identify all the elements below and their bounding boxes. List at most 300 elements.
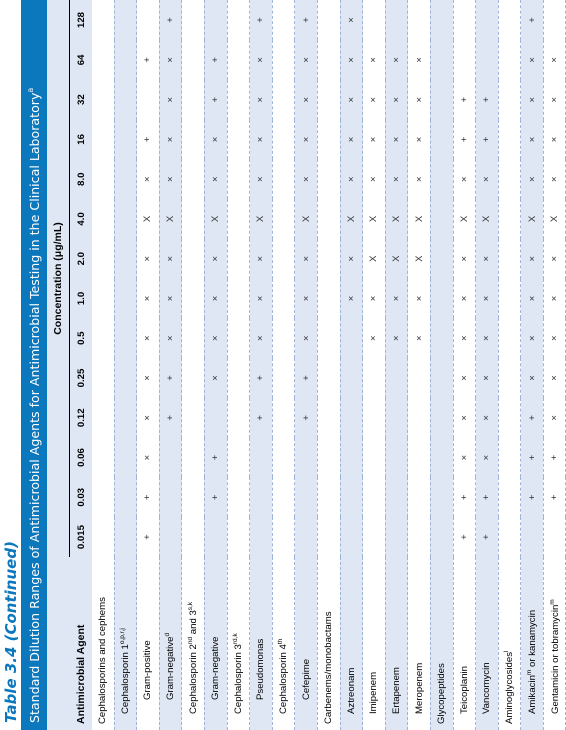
concentration-column-header: 2.0 [70, 239, 93, 279]
dilution-cell [543, 517, 566, 557]
dilution-cell [385, 438, 408, 478]
dilution-cell: × [137, 159, 160, 199]
dilution-cell [92, 438, 114, 478]
dilution-cell: × [385, 279, 408, 319]
dilution-cell [408, 438, 431, 478]
dilution-cell [204, 398, 227, 438]
dilution-cell: × [476, 159, 499, 199]
dilution-cell: × [137, 398, 160, 438]
dilution-cell [317, 279, 340, 319]
dilution-cell [317, 318, 340, 358]
dilution-cell [227, 40, 250, 80]
dilution-cell [498, 0, 521, 40]
dilution-cell [182, 199, 205, 239]
dilution-cell: × [521, 159, 544, 199]
footnote-marker: l [503, 650, 511, 652]
table-row [159, 0, 182, 730]
concentration-column-header: 16 [70, 120, 93, 160]
dilution-cell: × [385, 40, 408, 80]
dilution-cell: × [543, 80, 566, 120]
dilution-cell: + [204, 40, 227, 80]
dilution-cell [363, 517, 386, 557]
dilution-cell [204, 0, 227, 40]
dilution-cell [92, 239, 114, 279]
dilution-cell: × [250, 120, 273, 160]
dilution-cell: × [295, 40, 318, 80]
dilution-cell: × [295, 239, 318, 279]
dilution-cell: × [137, 239, 160, 279]
agent-column-header: Antimicrobial Agent [70, 557, 93, 730]
concentration-column-header: 0.5 [70, 318, 93, 358]
dilution-cell: × [543, 358, 566, 398]
dilution-cell: × [543, 40, 566, 80]
dilution-cell [92, 80, 114, 120]
dilution-cell: + [204, 438, 227, 478]
dilution-cell [114, 279, 137, 319]
table-row [182, 0, 205, 730]
dilution-cell: × [453, 318, 476, 358]
dilution-cell [272, 199, 295, 239]
agent-label: Cephalosporin 1 [120, 644, 132, 714]
dilution-cell [250, 477, 273, 517]
dilution-cell: + [521, 398, 544, 438]
dilution-cell [385, 358, 408, 398]
agent-name [498, 557, 521, 730]
dilution-cell [114, 438, 137, 478]
dilution-cell [114, 358, 137, 398]
dilution-cell [159, 438, 182, 478]
agent-label: Cephalosporin 4 [278, 644, 290, 714]
dilution-cell [114, 517, 137, 557]
dilution-cell [498, 40, 521, 80]
agent-name [159, 557, 182, 730]
dilution-cell [227, 398, 250, 438]
dilution-cell: × [204, 239, 227, 279]
table-title: Table 3.4 (Continued) [1, 541, 20, 723]
table-row [408, 0, 431, 730]
dilution-cell: × [340, 0, 363, 40]
dilution-cell [227, 120, 250, 160]
dilution-cell: X [453, 199, 476, 239]
dilution-cell [317, 159, 340, 199]
dilution-cell: × [476, 318, 499, 358]
agent-label: Carbenems/monobactams [323, 611, 335, 724]
dilution-cell [521, 517, 544, 557]
dilution-cell: × [363, 120, 386, 160]
agent-label: Amikacin [527, 675, 539, 714]
footnote-marker: m [525, 669, 533, 676]
dilution-cell [92, 477, 114, 517]
dilution-cell [498, 517, 521, 557]
caption-footnote-marker: a [25, 87, 35, 93]
dilution-cell [114, 398, 137, 438]
dilution-cell: × [137, 438, 160, 478]
dilution-cell: × [363, 279, 386, 319]
dilution-cell [250, 438, 273, 478]
dilution-cell [430, 438, 453, 478]
dilution-cell [114, 318, 137, 358]
dilution-cell [363, 477, 386, 517]
dilution-cell [408, 398, 431, 438]
concentration-column-header: 4.0 [70, 199, 93, 239]
dilution-cell [272, 279, 295, 319]
dilution-cell: × [295, 80, 318, 120]
concentration-column-header: 0.12 [70, 398, 93, 438]
agent-label: Gram-negative [210, 636, 222, 700]
dilution-cell: + [543, 477, 566, 517]
footnote-marker: o,p,r,j [119, 628, 127, 645]
dilution-cell [543, 0, 566, 40]
dilution-cell [385, 477, 408, 517]
agent-name [340, 557, 363, 730]
agent-name [295, 557, 318, 730]
dilution-cell: × [250, 239, 273, 279]
dilution-cell: + [295, 358, 318, 398]
dilution-cell: × [340, 279, 363, 319]
dilution-cell [295, 477, 318, 517]
dilution-cell [430, 199, 453, 239]
dilution-cell: + [543, 438, 566, 478]
agent-label: Cefepime [300, 658, 312, 700]
dilution-cell [430, 477, 453, 517]
concentration-column-header: 1.0 [70, 279, 93, 319]
dilution-cell: × [385, 80, 408, 120]
table-row [250, 0, 273, 730]
table-row [272, 0, 295, 730]
dilution-cell [498, 477, 521, 517]
dilution-cell: + [453, 80, 476, 120]
dilution-cell: × [295, 120, 318, 160]
dilution-cell [272, 398, 295, 438]
dilution-cell: + [295, 0, 318, 40]
dilution-cell: + [250, 358, 273, 398]
agent-label: Pseudomonas [255, 638, 267, 700]
dilution-cell: × [476, 438, 499, 478]
dilution-cell [453, 40, 476, 80]
dilution-cell [92, 120, 114, 160]
table-caption-text: Standard Dilution Ranges of Antimicrobial Agents for Antimicrobial Testing in the Clinical Laboratory [26, 92, 42, 723]
dilution-cell [340, 517, 363, 557]
dilution-cell: X [340, 199, 363, 239]
dilution-cell [498, 120, 521, 160]
dilution-cell [430, 159, 453, 199]
footnote-marker: m [548, 599, 556, 605]
footnote-marker: th [277, 638, 285, 645]
dilution-cell [317, 40, 340, 80]
agent-name [385, 557, 408, 730]
dilution-cell [227, 358, 250, 398]
dilution-cell: × [521, 40, 544, 80]
dilution-cell [182, 279, 205, 319]
blank-header-cell [47, 557, 70, 730]
agent-label: Ertapenem [391, 667, 403, 714]
dilution-cell: × [159, 318, 182, 358]
dilution-cell [363, 438, 386, 478]
dilution-cell: × [250, 159, 273, 199]
table-row [521, 0, 544, 730]
dilution-cell: × [408, 80, 431, 120]
dilution-cell: × [408, 120, 431, 160]
dilution-cell [498, 239, 521, 279]
dilution-cell [227, 438, 250, 478]
dilution-cell: × [385, 120, 408, 160]
agent-label: Gram-negative [165, 636, 177, 700]
table-row [227, 0, 250, 730]
dilution-cell: × [340, 40, 363, 80]
agent-name [114, 557, 137, 730]
table-row [204, 0, 227, 730]
dilution-cell: × [453, 159, 476, 199]
dilution-cell: X [476, 199, 499, 239]
dilution-cell [430, 0, 453, 40]
dilution-cell: × [453, 398, 476, 438]
agent-label: Cephalosporin 2 [188, 644, 200, 714]
dilution-cell [408, 0, 431, 40]
dilution-cell [408, 358, 431, 398]
table-row [543, 0, 566, 730]
agent-label: Gentamicin or tobramycin [549, 604, 561, 714]
dilution-cell [182, 80, 205, 120]
dilution-cell: × [476, 398, 499, 438]
agent-name [543, 557, 566, 730]
dilution-cell: × [137, 358, 160, 398]
agent-name [182, 557, 205, 730]
dilution-cell [137, 0, 160, 40]
dilution-cell: X [543, 199, 566, 239]
dilution-cell: X [363, 239, 386, 279]
dilution-cell [317, 0, 340, 40]
dilution-cell: × [295, 159, 318, 199]
dilution-cell [317, 517, 340, 557]
dilution-cell [340, 438, 363, 478]
dilution-cell: + [250, 398, 273, 438]
dilution-cell [408, 477, 431, 517]
dilution-cell: X [159, 199, 182, 239]
dilution-cell: + [137, 120, 160, 160]
dilution-cell [385, 398, 408, 438]
dilution-cell [317, 358, 340, 398]
concentration-column-header: 64 [70, 40, 93, 80]
table-row [498, 0, 521, 730]
dilution-cell: × [543, 239, 566, 279]
dilution-cell [182, 358, 205, 398]
dilution-cell [498, 318, 521, 358]
concentration-column-header: 32 [70, 80, 93, 120]
dilution-cell: X [137, 199, 160, 239]
agent-name [453, 557, 476, 730]
dilution-cell: × [408, 279, 431, 319]
dilution-cell: × [363, 40, 386, 80]
dilution-cell: × [340, 80, 363, 120]
dilution-cell: + [453, 120, 476, 160]
dilution-cell [272, 40, 295, 80]
dilution-cell [340, 398, 363, 438]
dilution-cell [363, 398, 386, 438]
dilution-cell: X [408, 199, 431, 239]
dilution-cell: + [159, 0, 182, 40]
dilution-table [47, 0, 566, 730]
footnote-marker: nd [187, 636, 195, 645]
agent-name [227, 557, 250, 730]
agent-name [363, 557, 386, 730]
agent-name [317, 557, 340, 730]
dilution-cell [317, 239, 340, 279]
table-row [453, 0, 476, 730]
dilution-cell [295, 438, 318, 478]
dilution-cell: + [476, 477, 499, 517]
table-row [385, 0, 408, 730]
dilution-cell [317, 120, 340, 160]
concentration-column-header: 8.0 [70, 159, 93, 199]
dilution-cell: × [521, 318, 544, 358]
dilution-cell: × [137, 318, 160, 358]
dilution-cell [114, 159, 137, 199]
dilution-cell [227, 517, 250, 557]
dilution-cell [182, 0, 205, 40]
dilution-cell: + [137, 40, 160, 80]
dilution-cell [182, 318, 205, 358]
dilution-cell: + [204, 80, 227, 120]
dilution-cell: X [204, 199, 227, 239]
dilution-cell: + [159, 358, 182, 398]
dilution-cell [114, 120, 137, 160]
dilution-cell: × [159, 120, 182, 160]
dilution-cell: + [476, 80, 499, 120]
dilution-cell [498, 159, 521, 199]
dilution-cell: × [476, 358, 499, 398]
dilution-cell: + [521, 438, 544, 478]
agent-name [476, 557, 499, 730]
dilution-cell: × [453, 358, 476, 398]
dilution-cell: × [250, 80, 273, 120]
agent-name [430, 557, 453, 730]
dilution-cell: X [408, 239, 431, 279]
table-caption [21, 0, 47, 730]
dilution-cell: + [204, 477, 227, 517]
agent-label-mid: or kanamycin [527, 609, 539, 670]
dilution-cell [92, 398, 114, 438]
dilution-cell [498, 358, 521, 398]
dilution-cell: × [521, 358, 544, 398]
dilution-cell [430, 239, 453, 279]
dilution-cell [182, 40, 205, 80]
dilution-cell [92, 358, 114, 398]
footnote-marker: d [164, 632, 172, 637]
dilution-cell: × [476, 279, 499, 319]
dilution-cell: + [295, 398, 318, 438]
dilution-cell: × [250, 279, 273, 319]
dilution-cell [182, 438, 205, 478]
agent-name [204, 557, 227, 730]
dilution-cell [498, 279, 521, 319]
agent-label: Vancomycin [481, 662, 493, 714]
dilution-cell: × [521, 80, 544, 120]
agent-name [408, 557, 431, 730]
agent-label: Meropenem [413, 662, 425, 714]
dilution-cell [92, 0, 114, 40]
table-row [295, 0, 318, 730]
table-row [114, 0, 137, 730]
dilution-cell: × [204, 120, 227, 160]
table-body [92, 0, 566, 730]
dilution-cell: × [363, 159, 386, 199]
dilution-cell [430, 120, 453, 160]
dilution-cell [430, 358, 453, 398]
agent-name [137, 557, 160, 730]
dilution-cell: × [543, 120, 566, 160]
table-row [317, 0, 340, 730]
dilution-cell [227, 477, 250, 517]
dilution-cell: × [340, 159, 363, 199]
table-row [92, 0, 114, 730]
dilution-cell [385, 517, 408, 557]
dilution-cell: + [476, 120, 499, 160]
dilution-cell: + [137, 477, 160, 517]
dilution-cell: X [295, 199, 318, 239]
dilution-cell [137, 80, 160, 120]
dilution-cell [476, 40, 499, 80]
dilution-cell: × [340, 239, 363, 279]
dilution-cell: X [385, 239, 408, 279]
agent-label: Teicoplanin [458, 665, 470, 714]
dilution-cell: × [408, 159, 431, 199]
concentration-column-header: 0.015 [70, 517, 93, 557]
dilution-cell [340, 477, 363, 517]
concentration-column-header: 128 [70, 0, 93, 40]
dilution-cell [272, 239, 295, 279]
dilution-cell [272, 318, 295, 358]
dilution-cell [295, 517, 318, 557]
concentration-column-header: 0.03 [70, 477, 93, 517]
dilution-cell: × [250, 40, 273, 80]
dilution-cell: × [295, 279, 318, 319]
dilution-cell [272, 120, 295, 160]
dilution-cell [92, 199, 114, 239]
dilution-cell: × [159, 279, 182, 319]
dilution-cell [92, 40, 114, 80]
dilution-cell: + [521, 477, 544, 517]
table-row [340, 0, 363, 730]
dilution-cell [159, 517, 182, 557]
dilution-cell [182, 477, 205, 517]
dilution-cell [340, 358, 363, 398]
dilution-cell: × [543, 318, 566, 358]
table-row [363, 0, 386, 730]
dilution-cell: X [363, 199, 386, 239]
dilution-cell: + [476, 517, 499, 557]
dilution-cell [317, 477, 340, 517]
agent-name [250, 557, 273, 730]
dilution-cell: × [543, 159, 566, 199]
dilution-cell [114, 0, 137, 40]
dilution-cell [272, 517, 295, 557]
agent-name [92, 557, 114, 730]
dilution-cell [385, 0, 408, 40]
dilution-cell [227, 279, 250, 319]
concentration-header: Concentration (μg/mL) [47, 0, 70, 557]
dilution-cell: × [521, 120, 544, 160]
dilution-cell [204, 517, 227, 557]
dilution-cell [272, 438, 295, 478]
dilution-cell [227, 80, 250, 120]
dilution-cell: × [521, 279, 544, 319]
dilution-cell [92, 517, 114, 557]
agent-name [272, 557, 295, 730]
dilution-cell [272, 159, 295, 199]
table-row [137, 0, 160, 730]
dilution-cell [92, 318, 114, 358]
dilution-cell [430, 80, 453, 120]
